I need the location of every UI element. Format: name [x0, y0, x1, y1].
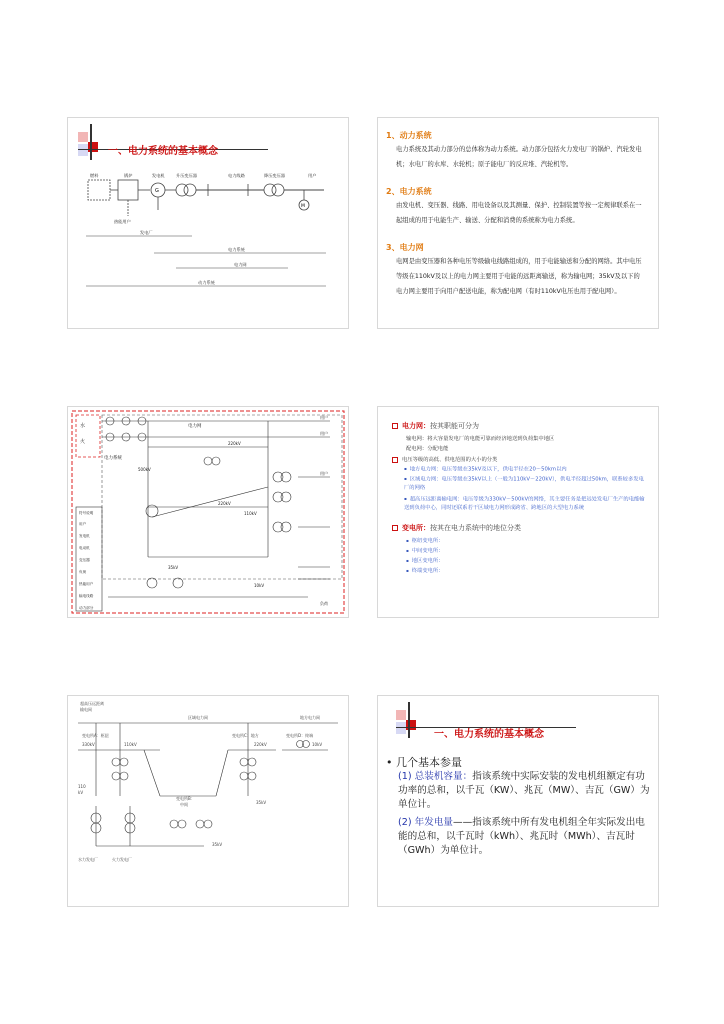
label-generator: 发电机 [152, 173, 165, 178]
label-net: 电力网 [188, 424, 202, 429]
label-500kv: 500kV [138, 467, 151, 472]
legend-item-4: 变压器 [79, 558, 90, 562]
slide-title: 一、电力系统的基本概念 [108, 146, 218, 157]
label-220kv-a: 220kV [228, 441, 241, 446]
system-schematic [68, 407, 348, 617]
step-down-transformer-right [272, 184, 284, 196]
label-hydro: 水 [80, 423, 86, 429]
range-power-system: 电力系统 [228, 247, 245, 252]
bullet-substation: 变电所：按其在电力系统中的地位分类 [392, 523, 521, 533]
label-sub-a: 变电所A：枢纽 [82, 733, 109, 738]
label-ehv-2: 输电网 [80, 707, 92, 712]
item-local-net: ▪ 地方电力网：电压等级在35kV及以下，供电半径在20～50km以内 [404, 466, 567, 473]
power-system-diagram [68, 118, 348, 328]
legend-item-7: 输电线路 [79, 594, 94, 598]
heading-power-system: 2、电力系统 [386, 187, 432, 196]
para-installed-capacity: (1) 总装机容量：指该系统中实际安装的发电机组额定有功功率的总和，以千瓦（KW）、兆瓦（MW）、吉瓦（GW）为单位计。 [398, 771, 650, 810]
label-hydro-plant: 水力发电厂 [78, 857, 98, 862]
label-110kv: 110kV [244, 511, 257, 516]
legend-title: 符号说明 [79, 511, 94, 515]
sub-transmission-net: 输电网：将大容量发电厂的电能可靠而经济地送到负荷集中地区 [406, 436, 555, 442]
label-user-3: 用户 [320, 471, 328, 476]
label-10kv: 10kV [254, 583, 265, 588]
label-step-down: 降压变压器 [264, 173, 285, 178]
heading-basic-parameters: • 几个基本参量 [386, 756, 462, 769]
label-35kv-b: 35kV [212, 842, 223, 847]
legend-item-8: 动力部分 [79, 606, 94, 610]
label-sub-c: 变电所C：地方 [232, 733, 259, 738]
label-110kv: 110kV [124, 742, 137, 747]
label-user: 用户 [308, 173, 317, 178]
legend-item-3: 电动机 [79, 546, 90, 550]
label-sub-d: 变电所D：终端 [286, 733, 314, 738]
slide-definitions [377, 117, 659, 329]
label-sub-b: 变电所B： [176, 796, 195, 801]
item-terminal-substation: ▪ 终端变电所： [406, 568, 444, 574]
legend-item-2: 发电机 [79, 534, 90, 538]
label-thermal-plant: 火力发电厂 [112, 857, 132, 862]
bullet-voltage-class: 电压等级的高低、供电范围的大小的分类 [392, 455, 497, 463]
label-thermal: 火 [80, 439, 86, 445]
legend-item-1: 用户 [79, 522, 87, 526]
bullet-power-net: 电力网：按其职能可分为 [392, 421, 479, 431]
heading-power-net: 3、电力网 [386, 243, 424, 252]
motor-m: M [301, 204, 305, 209]
slide-title: 一、电力系统的基本概念 [434, 729, 544, 740]
item-intermediate-substation: ▪ 中间变电所： [406, 548, 444, 554]
label-line: 电力线路 [228, 173, 245, 178]
para-dynamic-system: 电力系统及其动力部分的总体称为动力系统。动力部分包括火力发电厂的锅炉、汽轮发电机；水电厂的水库、水轮机；原子能电厂的反应堆、汽轮机等。 [396, 146, 642, 168]
para-power-system: 由发电机、变压器、线路、用电设备以及其测量、保护、控制装置等按一定规律联系在一起组成的用于电能生产、输送、分配和消费的系统称为电力系统。 [396, 202, 642, 224]
item-regional-substation: ▪ 地区变电所： [406, 558, 444, 564]
range-power-plant: 发电厂 [140, 230, 153, 235]
label-10kv: 10kV [312, 742, 323, 747]
label-220kv-b: 220kV [218, 501, 231, 506]
label-sub-b-2: 中间 [180, 802, 188, 807]
boiler-block [118, 180, 138, 200]
legend-item-5: 负荷 [79, 570, 87, 574]
slide-network-example [67, 695, 349, 907]
label-kv-side: kV [78, 790, 84, 795]
system-boundary [72, 411, 344, 613]
slide-classification [377, 406, 659, 618]
label-local: 地方电力网 [300, 715, 320, 720]
legend-item-6: 热能用户 [79, 582, 94, 586]
para-power-net: 电网是由变压器和各种电压等级输电线路组成的，用于电能输送和分配的网络。其中电压等级在110kV及以上的电力网主要用于电能的远距离输送，称为输电网；35kV及以下的电力网主要用于向用户配送电能，称为配电网（有时110kV电压也用于配电网）。 [396, 258, 642, 295]
heading-dynamic-system: 1、动力系统 [386, 131, 432, 140]
label-sys: 电力系统 [104, 456, 122, 461]
label-330kv: 330kV [82, 742, 95, 747]
label-regional: 区域电力网 [188, 715, 208, 720]
slide-power-system-concept-diagram [67, 117, 349, 329]
label-35kv-a: 35kV [256, 800, 267, 805]
label-ehv: 超高压远距离 [80, 701, 104, 706]
label-user-2: 用户 [320, 431, 328, 436]
net-boundary [102, 415, 342, 579]
range-dynamic-system: 动力系统 [198, 280, 215, 285]
sub-distribution-net: 配电网：分配电能 [406, 446, 449, 452]
item-hub-substation: ▪ 枢纽变电所： [406, 538, 444, 544]
slide-system-schematic [67, 406, 349, 618]
label-load: 负荷 [320, 601, 328, 606]
label-boiler: 锅炉 [124, 173, 133, 178]
label-fuel: 燃料 [90, 173, 99, 178]
item-ehv-net: ▪ 超高压远距离输电网：电压等级为330kV～500kV的网络，其主要任务是把远处发电厂生产的电能输送到负荷中心，同时还联系若干区域电力网形成跨省、跨地区的大型电力系统 [404, 496, 645, 511]
generator-g: G [155, 188, 159, 194]
item-regional-net: ▪ 区域电力网：电压等级在35kV以上（一般为110kV～220kV），供电半径超过50km，联系较多发电厂的网络 [404, 476, 644, 491]
network-example-diagram [68, 696, 348, 906]
para-annual-generation: (2) 年发电量——指该系统中所有发电机组全年实际发出电能的总和，以千瓦时（kWh）、兆瓦时（MWh）、吉瓦时（GWh）为单位计。 [398, 817, 645, 856]
range-power-net: 电力网 [234, 262, 247, 267]
label-heat-user: 热能用户 [114, 219, 131, 224]
label-110-side: 110 [78, 784, 86, 789]
label-35kv: 35kV [168, 565, 179, 570]
label-220kv: 220kV [254, 742, 267, 747]
step-up-transformer-right [184, 184, 196, 196]
label-user-1: 用户 [320, 415, 328, 420]
fuel-block [88, 180, 110, 200]
slide-basic-parameters [377, 695, 659, 907]
label-step-up: 升压变压器 [176, 173, 197, 178]
